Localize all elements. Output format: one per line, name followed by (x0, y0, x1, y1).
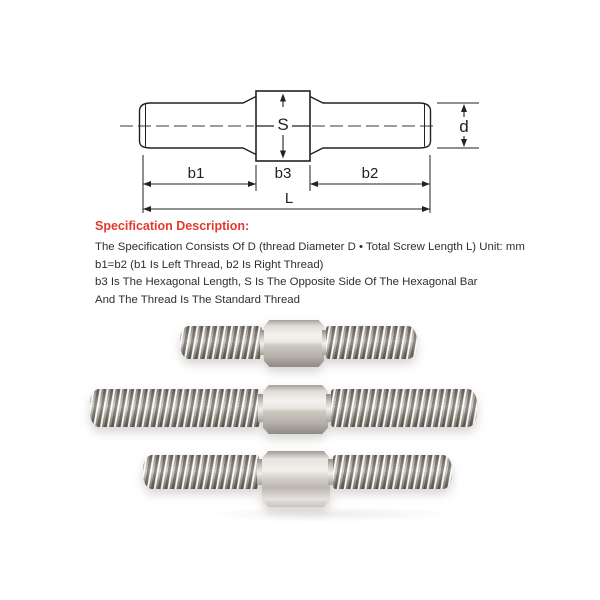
dim-label-b1: b1 (187, 165, 205, 182)
l-arrow-left (143, 206, 151, 212)
thread-segment-left (90, 389, 260, 427)
spec-description (95, 219, 565, 309)
b2-arrow-left (310, 181, 318, 187)
dim-label-b3: b3 (274, 165, 292, 182)
dim-label-d: d (459, 117, 469, 136)
b2-arrow-right (422, 181, 430, 187)
d-extension-lines (437, 103, 479, 148)
thread-segment-right (326, 326, 417, 359)
spec-line-1: The Specification Consists Of D (thread Diameter D • Total Screw Length L) Unit: mm (95, 241, 525, 253)
spec-line-3: b3 Is The Hexagonal Length, S Is The Opposite Side Of The Hexagonal Bar (95, 276, 478, 289)
b1-arrow-left (143, 181, 151, 187)
thread-segment-right (333, 455, 452, 489)
d-arrowhead-up (461, 104, 467, 112)
thread-segment-right (331, 389, 477, 427)
hex-center (262, 451, 330, 507)
stud-photo-rod-top (180, 318, 417, 369)
b1-arrow-right (248, 181, 256, 187)
thread-segment-left (180, 326, 262, 359)
hex-center (264, 320, 324, 367)
dim-label-s: S (277, 115, 289, 134)
thread-segment-left (143, 455, 259, 489)
hex-center (263, 385, 328, 434)
dimension-drawing (0, 0, 600, 230)
spec-line-2: b1=b2 (b1 Is Left Thread, b2 Is Right Thread) (95, 258, 324, 271)
stud-photo-rod-bottom (143, 450, 452, 508)
spec-heading: Specification Description: (95, 219, 250, 233)
d-arrowhead-down (461, 139, 467, 147)
photo-soft-shadow (205, 506, 455, 522)
dim-label-l: L (284, 190, 294, 207)
l-arrow-right (422, 206, 430, 212)
stud-photo-rod-middle (90, 383, 477, 435)
dim-label-b2: b2 (361, 165, 379, 182)
spec-line-4: And The Thread Is The Standard Thread (95, 293, 300, 306)
